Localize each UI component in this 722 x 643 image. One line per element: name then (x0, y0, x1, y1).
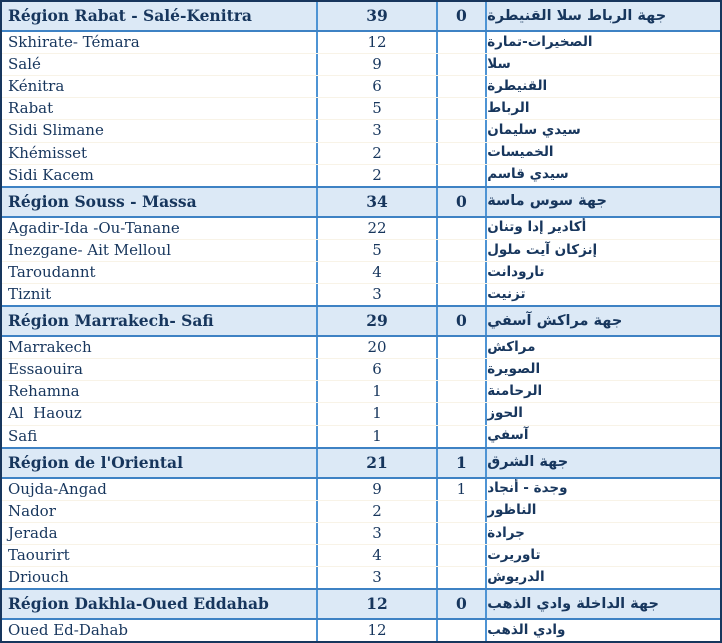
region-name-ar: الحوز (485, 403, 720, 424)
deaths-count (436, 381, 486, 402)
cases-count: 39 (316, 2, 435, 30)
region-name-fr: Région de l'Oriental (8, 452, 183, 472)
region-name-fr: Salé (8, 55, 41, 74)
deaths-count (436, 32, 486, 53)
table-row (2, 358, 720, 380)
section-header-row (2, 588, 720, 620)
section-header-row (2, 2, 720, 32)
cases-count: 2 (316, 165, 435, 186)
region-name-fr: Rabat (8, 99, 54, 118)
deaths-count: 0 (436, 188, 486, 216)
region-name-ar: جهة الداخلة وادي الذهب (485, 590, 720, 618)
deaths-count (436, 620, 486, 641)
deaths-count (436, 120, 486, 141)
region-name-ar: جهة الرباط سلا القنيطرة (485, 2, 720, 30)
region-name-ar: الخميسات (485, 143, 720, 164)
deaths-count (436, 98, 486, 119)
cases-count: 1 (316, 426, 435, 447)
cases-count: 5 (316, 240, 435, 261)
region-name-ar: جهة مراكش آسفي (485, 307, 720, 335)
section-header-row (2, 186, 720, 218)
region-name-ar: وادي الذهب (485, 620, 720, 641)
region-name-fr: Région Souss - Massa (8, 191, 197, 211)
deaths-count (436, 240, 486, 261)
table-row (2, 97, 720, 119)
region-name-fr: Taourirt (8, 545, 70, 564)
deaths-count (436, 567, 486, 588)
table-row (2, 218, 720, 239)
cases-count: 12 (316, 32, 435, 53)
region-name-ar: مراكش (485, 337, 720, 358)
region-name-ar: تارودانت (485, 262, 720, 283)
section-header-row (2, 447, 720, 479)
deaths-count (436, 218, 486, 239)
deaths-count: 1 (436, 449, 486, 477)
region-name-fr: Région Marrakech- Safi (8, 311, 214, 331)
deaths-count (436, 262, 486, 283)
deaths-count (436, 426, 486, 447)
cases-count: 29 (316, 307, 435, 335)
table-row (2, 620, 720, 641)
cases-count: 4 (316, 545, 435, 566)
table-row (2, 142, 720, 164)
region-name-ar: أكادير إدا وتنان (485, 218, 720, 239)
cases-count: 9 (316, 479, 435, 500)
region-name-ar: تاوريرت (485, 545, 720, 566)
deaths-count (436, 523, 486, 544)
region-name-ar: جهة الشرق (485, 449, 720, 477)
cases-count: 22 (316, 218, 435, 239)
region-name-fr: Sidi Slimane (8, 121, 104, 140)
cases-count: 2 (316, 143, 435, 164)
deaths-count (436, 165, 486, 186)
region-name-fr: Al Haouz (8, 404, 82, 423)
region-name-ar: وجدة - أنجاد (485, 479, 720, 500)
region-name-fr: Essaouira (8, 360, 83, 379)
cases-count: 6 (316, 359, 435, 380)
deaths-count (436, 54, 486, 75)
region-name-fr: Khémisset (8, 143, 88, 162)
region-name-fr: Région Rabat - Salé-Kenitra (8, 6, 252, 26)
region-name-fr: Rehamna (8, 382, 80, 401)
region-name-ar: تزنيت (485, 284, 720, 305)
table-row (2, 283, 720, 305)
deaths-count (436, 403, 486, 424)
region-name-fr: Oued Ed-Dahab (8, 621, 128, 640)
region-name-ar: الرحامنة (485, 381, 720, 402)
region-name-fr: Région Dakhla-Oued Eddahab (8, 594, 269, 614)
cases-count: 3 (316, 120, 435, 141)
deaths-count: 0 (436, 307, 486, 335)
cases-count: 1 (316, 403, 435, 424)
cases-count: 21 (316, 449, 435, 477)
table-row (2, 380, 720, 402)
region-name-ar: سلا (485, 54, 720, 75)
region-name-ar: جهة سوس ماسة (485, 188, 720, 216)
table-row (2, 337, 720, 358)
deaths-count (436, 143, 486, 164)
table-row (2, 261, 720, 283)
cases-count: 9 (316, 54, 435, 75)
region-name-fr: Skhirate- Témara (8, 32, 140, 51)
region-name-ar: جرادة (485, 523, 720, 544)
table-row (2, 425, 720, 447)
region-name-ar: الناظور (485, 501, 720, 522)
cases-count: 34 (316, 188, 435, 216)
region-name-ar: آسفي (485, 426, 720, 447)
table-row (2, 522, 720, 544)
table-row (2, 402, 720, 424)
region-name-ar: الدريوش (485, 567, 720, 588)
deaths-count (436, 359, 486, 380)
table-row (2, 479, 720, 500)
deaths-count: 0 (436, 590, 486, 618)
region-name-ar: القنيطرة (485, 76, 720, 97)
region-name-ar: إنزكان آيت ملول (485, 240, 720, 261)
region-name-ar: سيدي قاسم (485, 165, 720, 186)
region-name-fr: Nador (8, 501, 56, 520)
section-header-row (2, 305, 720, 337)
deaths-count (436, 284, 486, 305)
region-name-fr: Jerada (8, 523, 58, 542)
region-name-ar: الصويرة (485, 359, 720, 380)
deaths-count (436, 545, 486, 566)
region-name-fr: Driouch (8, 568, 69, 587)
table-row (2, 53, 720, 75)
region-name-fr: Oujda-Angad (8, 479, 107, 498)
table-row (2, 566, 720, 588)
region-name-fr: Kénitra (8, 77, 65, 96)
deaths-count (436, 501, 486, 522)
deaths-count (436, 76, 486, 97)
cases-count: 6 (316, 76, 435, 97)
cases-count: 2 (316, 501, 435, 522)
cases-count: 12 (316, 620, 435, 641)
cases-count: 4 (316, 262, 435, 283)
table-row (2, 239, 720, 261)
region-name-ar: الرباط (485, 98, 720, 119)
deaths-count: 0 (436, 2, 486, 30)
cases-count: 3 (316, 567, 435, 588)
region-name-ar: سيدي سليمان (485, 120, 720, 141)
table-row (2, 164, 720, 186)
cases-count: 1 (316, 381, 435, 402)
table-row (2, 500, 720, 522)
region-name-fr: Safi (8, 426, 38, 445)
region-name-fr: Sidi Kacem (8, 165, 94, 184)
cases-count: 20 (316, 337, 435, 358)
table-row (2, 119, 720, 141)
region-name-fr: Taroudannt (8, 262, 96, 281)
deaths-count: 1 (436, 479, 486, 500)
region-name-fr: Tiznit (8, 285, 52, 304)
deaths-count (436, 337, 486, 358)
region-name-fr: Agadir-Ida -Ou-Tanane (8, 218, 180, 237)
table-row (2, 75, 720, 97)
region-name-fr: Marrakech (8, 338, 92, 357)
table-row (2, 544, 720, 566)
region-name-fr: Inezgane- Ait Melloul (8, 240, 172, 259)
region-name-ar: الصخيرات-تمارة (485, 32, 720, 53)
cases-count: 3 (316, 523, 435, 544)
table-row (2, 32, 720, 53)
cases-count: 12 (316, 590, 435, 618)
cases-count: 5 (316, 98, 435, 119)
cases-count: 3 (316, 284, 435, 305)
